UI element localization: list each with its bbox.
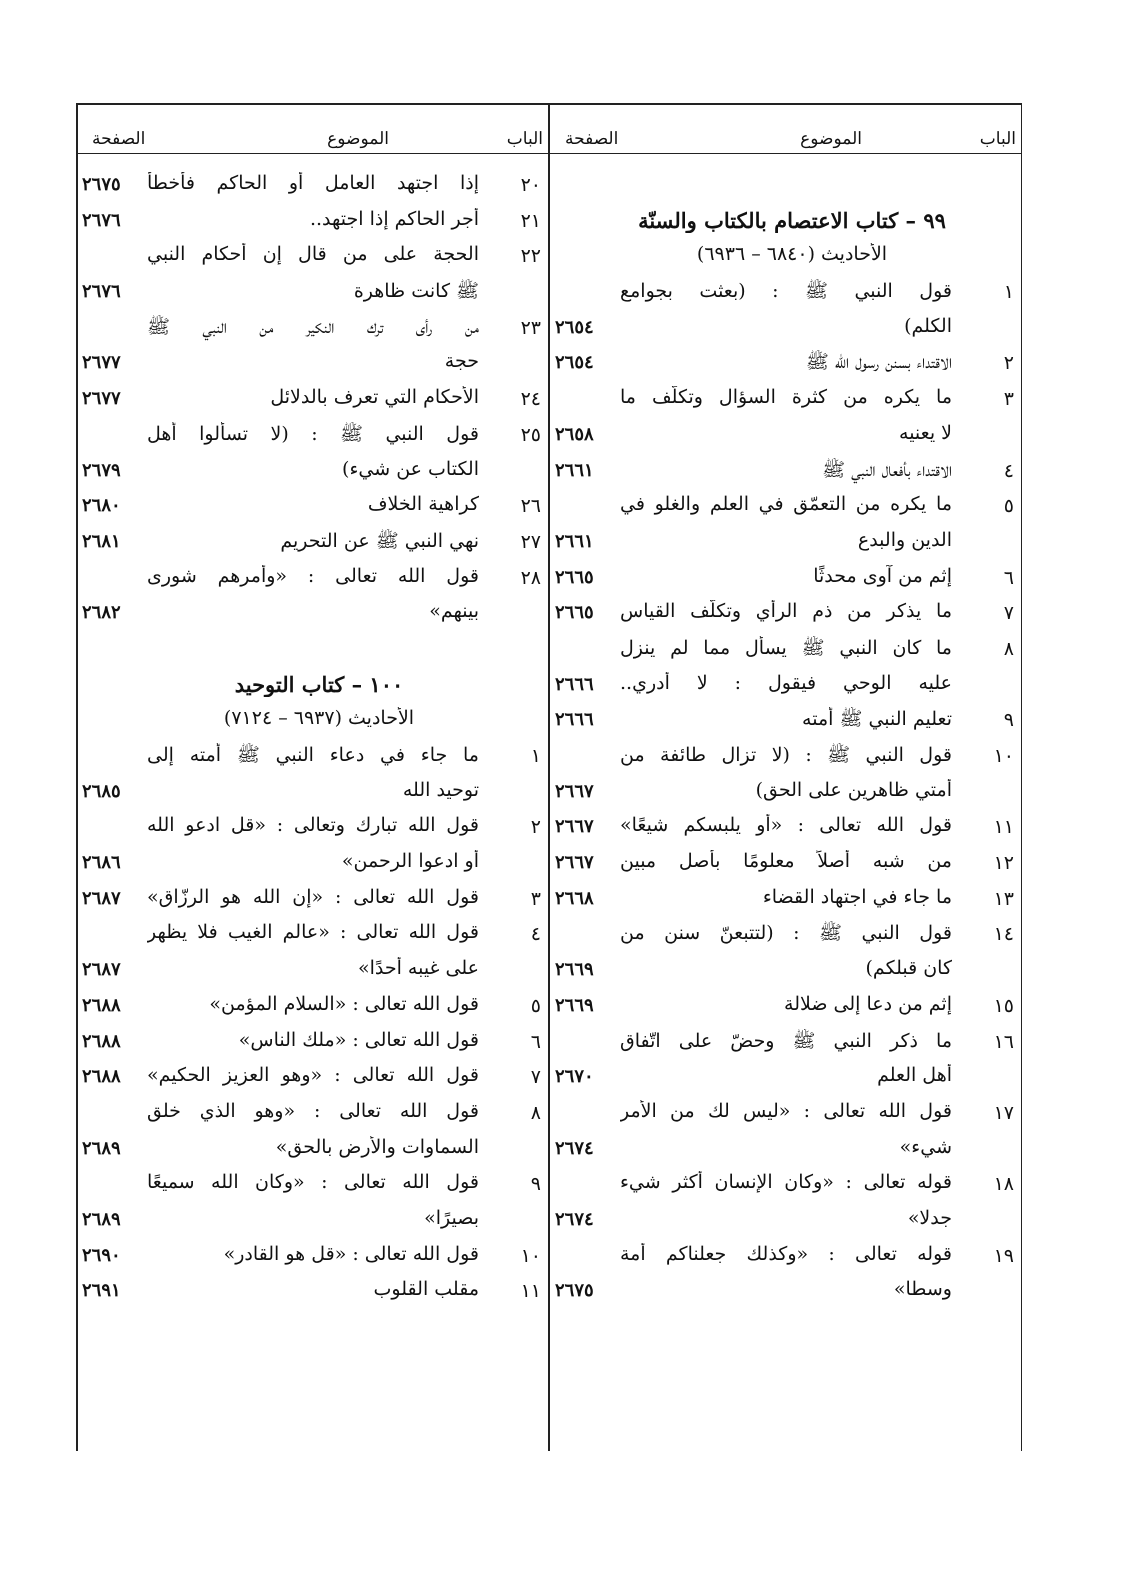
index-row (76, 1096, 549, 1132)
topic-text: أجر الحاكم إذا اجتهد.. (309, 207, 479, 230)
index-row (549, 561, 1022, 597)
topic-text: قول النبي ﷺ : (لا تزال طائفة من (620, 744, 952, 766)
bab-number: ١٧ (993, 1101, 1014, 1124)
index-row (76, 1167, 549, 1203)
page-number: ٢٦٨٨ (82, 1030, 121, 1052)
page-number: ٢٦٧٧ (82, 388, 121, 410)
page-number: ٢٦٦٧ (555, 852, 594, 874)
index-row (76, 1060, 549, 1096)
index-row (76, 561, 549, 597)
topic-text: قول النبي ﷺ : (لتتبعنّ سنن من (620, 922, 952, 945)
topic-text: الدين والبدع (857, 528, 952, 551)
topic-text: على غيبه أحدًا» (357, 957, 479, 980)
page-number: ٢٦٧٧ (82, 352, 121, 374)
section-title (76, 668, 549, 704)
topic-text: الأحكام التي تعرف بالدلائل (270, 386, 479, 409)
topic-text: الكلم) (904, 314, 952, 337)
bab-number: ٩ (1003, 709, 1014, 732)
topic-text: من رأى ترك النكير من النبي ﷺ (147, 315, 479, 338)
index-row (76, 882, 549, 918)
bab-number: ٢٢ (520, 245, 541, 268)
index-row (76, 275, 549, 311)
index-row (76, 989, 549, 1025)
topic-text: الاقتداء بسنن رسول الله ﷺ (805, 351, 952, 374)
bab-number: ٧ (530, 1066, 541, 1089)
topic-text: لا يعنيه (899, 421, 952, 444)
topic-text: الكتاب عن شيء) (342, 457, 479, 480)
section-title (549, 204, 1022, 240)
bab-number: ٥ (530, 994, 541, 1017)
page-number: ٢٦٦٥ (555, 602, 594, 624)
index-row (549, 1203, 1022, 1239)
bab-number: ٩ (530, 1173, 541, 1196)
bab-number: ٨ (1003, 637, 1014, 660)
index-row (549, 275, 1022, 311)
bab-number: ٦ (1003, 566, 1014, 589)
page-number: ٢٦٨٩ (82, 1137, 121, 1159)
page-number: ٢٦٥٤ (555, 352, 594, 374)
index-row (549, 1060, 1022, 1096)
page-number: ٢٦٦٧ (555, 816, 594, 838)
bab-number: ٢٤ (520, 388, 541, 411)
page-number: ٢٦٦٨ (555, 887, 594, 909)
index-row (76, 1025, 549, 1061)
topic-text: توحيد الله (402, 778, 479, 801)
page-number: ٢٦٧٠ (555, 1066, 594, 1088)
index-row (76, 846, 549, 882)
index-row (76, 775, 549, 811)
bab-number: ٦ (530, 1030, 541, 1053)
topic-text: ما جاء في اجتهاد القضاء (762, 885, 952, 908)
page-number: ٢٦٧٥ (555, 1280, 594, 1302)
index-row (76, 632, 549, 668)
topic-text: شيء» (899, 1135, 952, 1158)
bab-number: ١٢ (993, 852, 1014, 875)
page-number: ٢٦٧٦ (82, 209, 121, 231)
topic-text: قول النبي ﷺ : (بعثت بجوامع (620, 280, 952, 303)
index-row (76, 596, 549, 632)
bab-number: ١٣ (993, 887, 1014, 910)
index-row (549, 632, 1022, 668)
index-row (549, 917, 1022, 953)
page-number: ٢٦٨٦ (82, 852, 121, 874)
page-number: ٢٦٦٧ (555, 780, 594, 802)
page-number: ٢٦٦٦ (555, 673, 594, 695)
index-row (549, 1274, 1022, 1310)
topic-text: الأحاديث (٦٩٣٧ – ٧١٢٤) (223, 707, 415, 730)
topic-text: قول الله تعالى : «السلام المؤمن» (209, 992, 479, 1015)
topic-text: بينهم» (429, 600, 479, 623)
topic-text: حجة (444, 350, 479, 373)
index-row (549, 882, 1022, 918)
topic-text: قول الله تعالى : «ملك الناس» (238, 1028, 479, 1051)
topic-text: مقلب القلوب (373, 1278, 479, 1301)
page-number: ٢٦٨٨ (82, 1066, 121, 1088)
index-row (549, 596, 1022, 632)
topic-text: من شبه أصلاً معلومًا بأصل مبين (620, 850, 952, 873)
topic-text: قول الله تعالى : «عالم الغيب فلا يظهر (147, 921, 479, 944)
topic-text: السماوات والأرض بالحق» (275, 1135, 479, 1158)
header-bab: الباب (506, 129, 543, 149)
topic-text: ما يذكر من ذم الرأي وتكلّف القياس (620, 600, 952, 623)
page-number: ٢٦٨٧ (82, 959, 121, 981)
bab-number: ١٩ (993, 1244, 1014, 1267)
topic-text: ١٠٠ – كتاب التوحيد (234, 671, 404, 697)
topic-text: قوله تعالى : «وكان الإنسان أكثر شيء (620, 1171, 952, 1194)
page-number: ٢٦٧٤ (555, 1137, 594, 1159)
index-row (76, 1203, 549, 1239)
bab-number: ٢٠ (520, 174, 541, 196)
bab-number: ٢١ (520, 209, 541, 232)
index-row (549, 810, 1022, 846)
topic-text: عليه الوحي فيقول : لا أدري.. (620, 671, 952, 694)
page-number: ٢٦٩١ (82, 1280, 121, 1302)
index-row (549, 418, 1022, 454)
topic-text: ما يكره من كثرة السؤال وتكلّف ما (620, 386, 952, 409)
topic-text: أو ادعوا الرحمن» (341, 850, 479, 873)
topic-text: الاقتداء بأفعال النبي ﷺ (822, 458, 952, 481)
topic-text: قول الله تبارك وتعالى : «قل ادعو الله (147, 814, 479, 837)
topic-text: ٩٩ – كتاب الاعتصام بالكتاب والسنّة (638, 207, 946, 233)
topic-text: تعليم النبي ﷺ أمته (802, 708, 952, 731)
page-number: ٢٦٨٧ (82, 887, 121, 909)
page-number: ٢٦٧٤ (555, 1208, 594, 1230)
header-bab: الباب (979, 129, 1016, 149)
bab-number: ٢٣ (520, 316, 541, 339)
index-row (76, 204, 549, 240)
bab-number: ٧ (1003, 602, 1014, 625)
topic-text: قوله تعالى : «وكذلك جعلناكم أمة (620, 1242, 952, 1265)
topic-text: نهي النبي ﷺ عن التحريم (280, 529, 479, 552)
topic-text: إثم من دعا إلى ضلالة (784, 992, 952, 1015)
topic-text: قول الله تعالى : «أو يلبسكم شيعًا» (620, 814, 952, 837)
index-row (549, 1239, 1022, 1275)
page-number: ٢٦٨٥ (82, 780, 121, 802)
topic-text: كراهية الخلاف (367, 493, 479, 516)
topic-text: إذا اجتهد العامل أو الحاكم فأخطأ (147, 172, 479, 194)
index-row (76, 917, 549, 953)
topic-text: أهل العلم (877, 1064, 952, 1087)
bab-number: ٢ (530, 816, 541, 839)
bab-number: ٣ (530, 887, 541, 910)
index-row (549, 382, 1022, 418)
hadith-range (76, 703, 549, 739)
index-row (76, 382, 549, 418)
index-row (76, 239, 549, 275)
index-row (549, 953, 1022, 989)
topic-text: ما جاء في دعاء النبي ﷺ أمته إلى (147, 744, 479, 766)
index-row (76, 311, 549, 347)
index-row (549, 525, 1022, 561)
left-rows (76, 154, 549, 1310)
index-row (549, 168, 1022, 204)
index-row (549, 775, 1022, 811)
index-row (76, 1274, 549, 1310)
index-row (76, 168, 549, 204)
topic-text: الحجة على من قال إن أحكام النبي (147, 243, 479, 266)
index-row (76, 739, 549, 775)
topic-text: وسطا» (893, 1278, 952, 1301)
index-row (549, 668, 1022, 704)
bab-number: ٢٨ (520, 566, 541, 589)
page-number: ٢٦٦٩ (555, 959, 594, 981)
page-number: ٢٦٨٠ (82, 495, 121, 517)
page-number: ٢٦٧٩ (82, 459, 121, 481)
header-safha: الصفحة (92, 129, 146, 149)
header-safha: الصفحة (565, 129, 619, 149)
index-row (76, 953, 549, 989)
hadith-range (549, 239, 1022, 275)
page-number: ٢٦٨٢ (82, 602, 121, 624)
index-row (549, 846, 1022, 882)
topic-text: قول الله تعالى : «وأمرهم شورى (147, 564, 479, 587)
topic-text: قول الله تعالى : «قل هو القادر» (223, 1242, 479, 1265)
bab-number: ١٦ (993, 1030, 1014, 1053)
topic-text: قول الله تعالى : «وهو العزيز الحكيم» (147, 1064, 479, 1087)
index-row (76, 810, 549, 846)
topic-text: قول النبي ﷺ : (لا تسألوا أهل (147, 422, 479, 445)
index-row (549, 989, 1022, 1025)
topic-text: ما ذكر النبي ﷺ وحضّ على اتّفاق (620, 1029, 952, 1052)
topic-text: جدلا» (907, 1206, 952, 1229)
bab-number: ١٤ (993, 923, 1014, 946)
right-rows (549, 154, 1022, 1310)
topic-text: قول الله تعالى : «وكان الله سميعًا (147, 1171, 479, 1194)
page-number: ٢٦٦٩ (555, 994, 594, 1016)
header-mawdu: الموضوع (327, 129, 389, 149)
index-row (549, 1025, 1022, 1061)
page-number: ٢٦٥٤ (555, 316, 594, 338)
index-row (76, 1239, 549, 1275)
topic-text: أمتي ظاهرين على الحق) (755, 778, 952, 801)
topic-text: كان قبلكم) (865, 957, 952, 980)
column-header (549, 103, 1022, 154)
topic-text: قول الله تعالى : «إن الله هو الرزّاق» (147, 885, 479, 908)
right-column (549, 103, 1022, 1451)
page-number: ٢٦٧٥ (82, 174, 121, 195)
page-number: ٢٦٦١ (555, 459, 594, 481)
index-row (549, 346, 1022, 382)
index-row (549, 1096, 1022, 1132)
bab-number: ٥ (1003, 495, 1014, 518)
page-number: ٢٦٦٥ (555, 566, 594, 588)
topic-text: ﷺ كانت ظاهرة (353, 280, 479, 303)
bab-number: ١١ (520, 1280, 541, 1303)
bab-number: ٤ (1003, 459, 1014, 482)
index-row (549, 1132, 1022, 1168)
bab-number: ٢٦ (520, 495, 541, 518)
index-row (76, 1132, 549, 1168)
topic-text: بصيرًا» (424, 1206, 479, 1229)
column-header (76, 103, 549, 154)
bab-number: ١ (530, 745, 541, 767)
page-number: ٢٦٨٩ (82, 1208, 121, 1230)
index-row (76, 418, 549, 454)
index-row (549, 454, 1022, 490)
bab-number: ١ (1003, 281, 1014, 304)
index-row (76, 525, 549, 561)
index-table (76, 103, 1022, 1451)
index-row (76, 489, 549, 525)
bab-number: ٣ (1003, 388, 1014, 411)
page-number: ٢٦٥٨ (555, 423, 594, 445)
bab-number: ١٠ (993, 745, 1014, 767)
page-number: ٢٦٦١ (555, 530, 594, 552)
index-row (549, 739, 1022, 775)
index-row (76, 454, 549, 490)
index-row (76, 346, 549, 382)
bab-number: ٢ (1003, 352, 1014, 375)
topic-text: الأحاديث (٦٨٤٠ – ٦٩٣٦) (696, 243, 888, 266)
topic-text: قول الله تعالى : «ليس لك من الأمر (620, 1099, 952, 1122)
bab-number: ١٥ (993, 994, 1014, 1017)
index-row (549, 489, 1022, 525)
bab-number: ٨ (530, 1101, 541, 1124)
page-number: ٢٦٨١ (82, 530, 121, 552)
page-number: ٢٦٦٦ (555, 709, 594, 731)
index-row (549, 703, 1022, 739)
header-mawdu: الموضوع (800, 129, 862, 149)
bab-number: ١٨ (993, 1173, 1014, 1196)
index-row (549, 1167, 1022, 1203)
index-row (549, 311, 1022, 347)
topic-text: ما كان النبي ﷺ يسأل مما لم ينزل (620, 636, 952, 659)
topic-text: إثم من آوى محدثًا (813, 564, 952, 587)
bab-number: ٢٧ (520, 530, 541, 553)
page-number: ٢٦٨٨ (82, 994, 121, 1016)
left-column (76, 103, 549, 1451)
topic-text: قول الله تعالى : «وهو الذي خلق (147, 1099, 479, 1122)
bab-number: ٢٥ (520, 423, 541, 446)
topic-text: ما يكره من التعمّق في العلم والغلو في (620, 493, 952, 516)
page-number: ٢٦٧٦ (82, 281, 121, 303)
page-number: ٢٦٩٠ (82, 1244, 121, 1266)
bab-number: ٤ (530, 923, 541, 946)
bab-number: ١٠ (520, 1244, 541, 1267)
bab-number: ١١ (993, 816, 1014, 839)
